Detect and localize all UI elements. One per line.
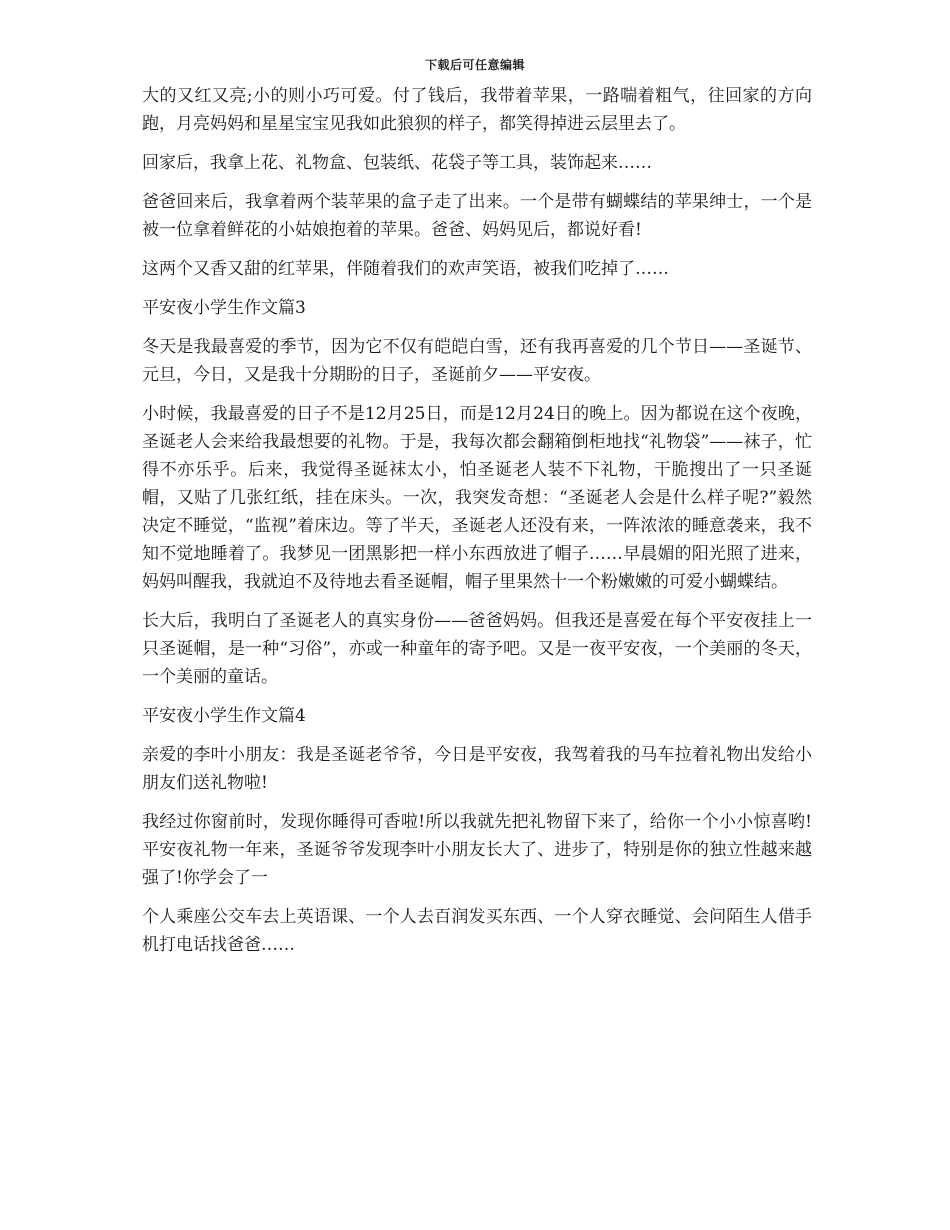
paragraph: 大的又红又亮;小的则小巧可爱。付了钱后，我带着苹果，一路喘着粗气，往回家的方向跑，月亮妈妈和星星宝宝见我如此狼狈的样子，都笑得掉进云层里去了。 [142,86,812,134]
paragraph: 这两个又香又甜的红苹果，伴随着我们的欢声笑语，被我们吃掉了…… [142,259,669,279]
paragraph: 回家后，我拿上花、礼物盒、包装纸、花袋子等工具，装饰起来…… [142,153,652,173]
document-body [142,82,812,970]
paragraph: 长大后，我明白了圣诞老人的真实身份——爸爸妈妈。但我还是喜爱在每个平安夜挂上一只圣诞帽，是一种“习俗”，亦或一种童年的寄予吧。又是一夜平安夜，一个美丽的冬天，一个美丽的童话。 [142,611,812,687]
paragraph: 小时候，我最喜爱的日子不是12月25日，而是12月24日的晚上。因为都说在这个夜晚，圣诞老人会来给我最想要的礼物。于是，我每次都会翻箱倒柜地找“礼物袋”——袜子，忙得不亦乐乎。后来，我觉得圣诞袜太小，怕圣诞老人装不下礼物，干脆搜出了一只圣诞帽，又贴了几张红纸，挂在床头。一次，我突发奇想：“圣诞老人会是什么样子呢?”毅然决定不睡觉，“监视”着床边。等了半天，圣诞老人还没有来，一阵浓浓的睡意袭来，我不知不觉地睡着了。我梦见一团黑影把一样小东西放进了帽子……早晨媚的阳光照了进来，妈妈叫醒我，我就迫不及待地去看圣诞帽，帽子里果然十一个粉嫩嫩的可爱小蝴蝶结。 [142,404,812,592]
paragraph: 亲爱的李叶小朋友：我是圣诞老爷爷，今日是平安夜，我驾着我的马车拉着礼物出发给小朋友们送礼物啦! [142,745,812,793]
page-header: 下载后可任意编辑 [424,58,525,72]
paragraph: 我经过你窗前时，发现你睡得可香啦!所以我就先把礼物留下来了，给你一个小小惊喜哟!平安夜礼物一年来，圣诞爷爷发现李叶小朋友长大了、进步了，特别是你的独立性越来越强了!你学会了一 [142,812,812,888]
section-heading: 平安夜小学生作文篇3 [142,298,306,318]
paragraph: 爸爸回来后，我拿着两个装苹果的盒子走了出来。一个是带有蝴蝶结的苹果绅士，一个是被一位拿着鲜花的小姑娘抱着的苹果。爸爸、妈妈见后，都说好看! [142,192,812,240]
paragraph: 冬天是我最喜爱的季节，因为它不仅有皑皑白雪，还有我再喜爱的几个节日——圣诞节、元旦，今日，又是我十分期盼的日子，圣诞前夕——平安夜。 [142,337,812,385]
paragraph: 个人乘座公交车去上英语课、一个人去百润发买东西、一个人穿衣睡觉、会问陌生人借手机打电话找爸爸…… [142,907,812,955]
section-heading: 平安夜小学生作文篇4 [142,706,306,726]
